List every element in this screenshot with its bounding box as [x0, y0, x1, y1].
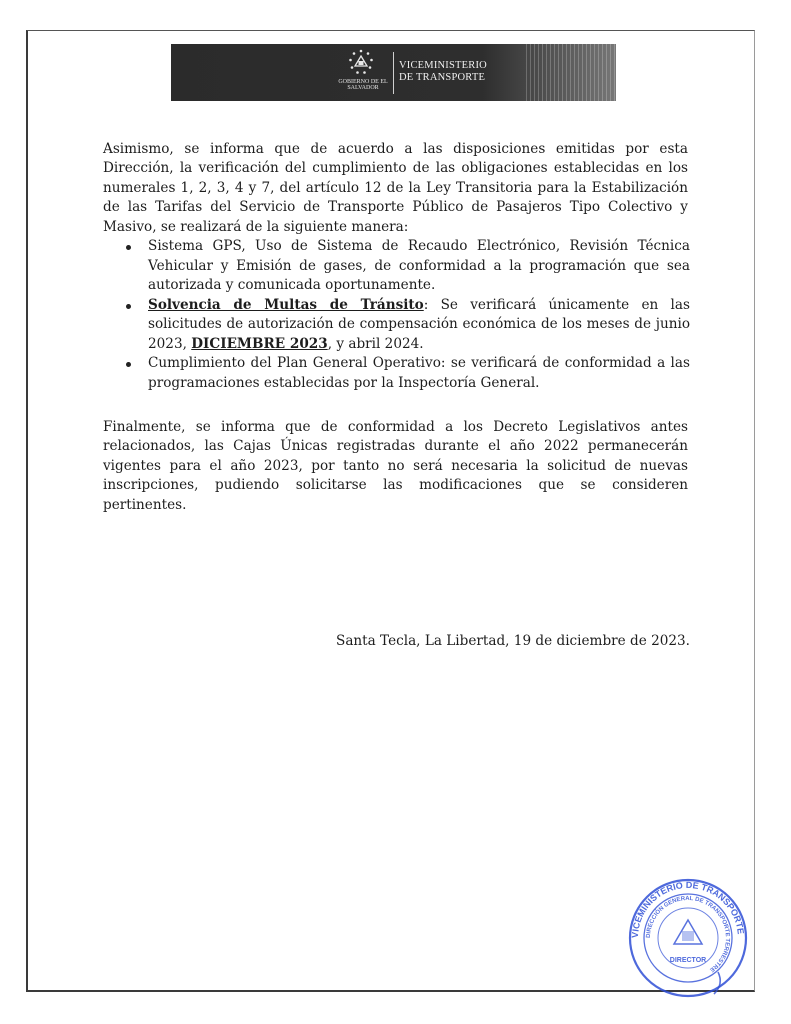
- official-stamp: [626, 876, 750, 1000]
- bullet-icon: [126, 362, 131, 367]
- list-item: [120, 296, 690, 355]
- ministry-name: [399, 60, 487, 84]
- national-seal-icon: [346, 47, 376, 77]
- place-and-date: Santa Tecla, La Libertad, 19 de diciembre de 2023.: [336, 633, 690, 649]
- banner-divider: [393, 52, 394, 94]
- banner-texture: [526, 44, 616, 101]
- closing-paragraph: Finalmente, se informa que de conformidad a los Decreto Legislativos antes relacionados, las Cajas Únicas registradas durante el año 2022 permanecerán vigentes para el año 2023, por tanto no será necesaria la solicitud de nuevas inscripciones, pudiendo solicitarse las modificaciones que se consideren pertinentes.: [103, 418, 688, 513]
- list-item-emphasis: Solvencia de Multas de Tránsito: [148, 296, 424, 313]
- letterhead-banner: [171, 44, 616, 101]
- list-item-text-end: , y abril 2024.: [327, 335, 424, 352]
- stamp-inner-text: DIRECCIÓN GENERAL DE TRANSPORTE TERRESTRE: [645, 895, 731, 973]
- stamp-center-text: DIRECTOR: [669, 957, 707, 964]
- list-item-text: : Se verificará únicamente en las solicitudes de autorización de compensación económica de los meses de junio 2023,: [148, 296, 690, 352]
- government-label: GOBIERNO DE EL SALVADOR: [338, 79, 388, 91]
- list-item: [120, 354, 690, 393]
- list-item-emphasis-date: DICIEMBRE 2023: [191, 335, 328, 352]
- bullet-icon: [126, 304, 131, 309]
- list-item-text: Cumplimiento del Plan General Operativo: se verificará de conformidad a las programaciones establecidas por la Inspectoría General.: [148, 355, 690, 391]
- intro-paragraph: Asimismo, se informa que de acuerdo a las disposiciones emitidas por esta Dirección, la verificación del cumplimiento de las obligaciones establecidas en los numerales 1, 2, 3, 4 y 7, del artículo 12 de la Ley Transitoria para la Estabilización de las Tarifas del Servicio de Transporte Público de Pasajeros Tipo Colectivo y Masivo, se realizará de la siguiente manera:: [103, 140, 688, 235]
- bullet-icon: [126, 245, 131, 250]
- verification-list: [120, 237, 690, 393]
- list-item: [120, 237, 690, 296]
- list-item-text: Sistema GPS, Uso de Sistema de Recaudo Electrónico, Revisión Técnica Vehicular y Emisión de gases, de conformidad a la programación que sea autorizada y comunicada oportunamente.: [148, 238, 690, 293]
- ministry-line-2: DE TRANSPORTE: [399, 72, 486, 83]
- ministry-line-1: VICEMINISTERIO: [399, 60, 487, 71]
- stamp-outer-text: VICEMINISTERIO DE TRANSPORTE: [629, 879, 746, 939]
